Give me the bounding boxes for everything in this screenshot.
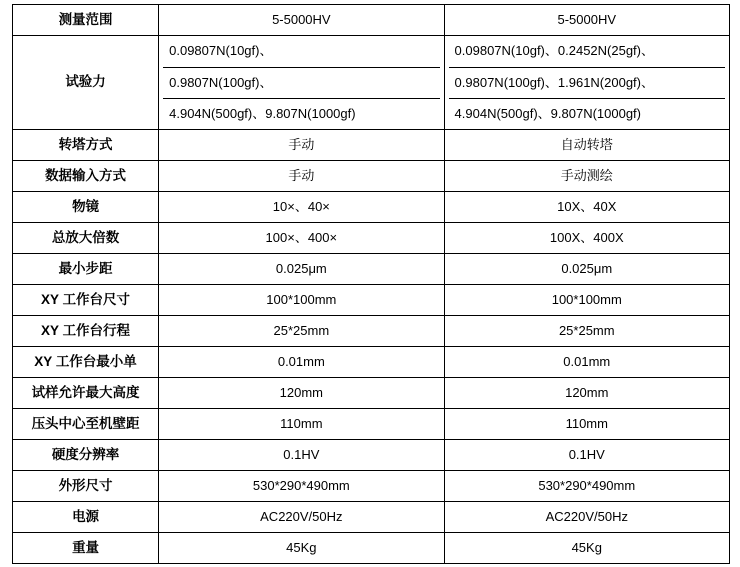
row-value-a: 手动: [159, 161, 444, 192]
row-value-b: 25*25mm: [444, 316, 729, 347]
row-value-b: 45Kg: [444, 533, 729, 564]
row-label: 总放大倍数: [13, 223, 159, 254]
row-value-a: 530*290*490mm: [159, 471, 444, 502]
table-row: [13, 254, 730, 285]
table-row: [13, 347, 730, 378]
row-value-a: 120mm: [159, 378, 444, 409]
table-row: [13, 223, 730, 254]
table-row: [13, 502, 730, 533]
row-value-a: 10×、40×: [159, 192, 444, 223]
row-label: XY 工作台最小单: [13, 347, 159, 378]
row-label: XY 工作台行程: [13, 316, 159, 347]
force-line: 4.904N(500gf)、9.807N(1000gf): [449, 98, 725, 129]
row-value-a: 45Kg: [159, 533, 444, 564]
row-label: 最小步距: [13, 254, 159, 285]
row-label: 数据输入方式: [13, 161, 159, 192]
row-label: 转塔方式: [13, 130, 159, 161]
force-line: 0.9807N(100gf)、: [163, 67, 439, 98]
force-line: 4.904N(500gf)、9.807N(1000gf): [163, 98, 439, 129]
row-value-b: 0.01mm: [444, 347, 729, 378]
force-line: 0.09807N(10gf)、: [169, 43, 273, 59]
row-label: 物镜: [13, 192, 159, 223]
row-label: 外形尺寸: [13, 471, 159, 502]
table-row: [13, 316, 730, 347]
table-row: [13, 440, 730, 471]
row-value-b: [444, 36, 729, 130]
row-value-b: 0.025μm: [444, 254, 729, 285]
table-row: [13, 285, 730, 316]
row-label: 电源: [13, 502, 159, 533]
table-row: [13, 192, 730, 223]
row-value-a: 25*25mm: [159, 316, 444, 347]
row-value-a: 100*100mm: [159, 285, 444, 316]
table-row: [13, 36, 730, 130]
row-value-a: 110mm: [159, 409, 444, 440]
row-value-b: 10X、40X: [444, 192, 729, 223]
table-row: [13, 161, 730, 192]
table-row: [13, 533, 730, 564]
row-value-b: AC220V/50Hz: [444, 502, 729, 533]
row-label: 硬度分辨率: [13, 440, 159, 471]
row-value-b: 100X、400X: [444, 223, 729, 254]
force-line: 0.9807N(100gf)、1.961N(200gf)、: [449, 67, 725, 98]
row-value-a: 0.01mm: [159, 347, 444, 378]
row-label: 压头中心至机壁距: [13, 409, 159, 440]
table-row: [13, 5, 730, 36]
table-row: [13, 130, 730, 161]
table-row: [13, 471, 730, 502]
row-value-a: 0.025μm: [159, 254, 444, 285]
row-value-b: 0.1HV: [444, 440, 729, 471]
row-label: 试验力: [13, 36, 159, 130]
table-row: [13, 378, 730, 409]
row-value-a: 0.1HV: [159, 440, 444, 471]
row-label: XY 工作台尺寸: [13, 285, 159, 316]
row-value-b: 120mm: [444, 378, 729, 409]
specification-table: [12, 4, 730, 564]
row-value-b: 手动测绘: [444, 161, 729, 192]
row-label: 试样允许最大高度: [13, 378, 159, 409]
row-value-a: 手动: [159, 130, 444, 161]
row-value-a: AC220V/50Hz: [159, 502, 444, 533]
row-label: 测量范围: [13, 5, 159, 36]
row-label: 重量: [13, 533, 159, 564]
row-value-b: 100*100mm: [444, 285, 729, 316]
row-value-b: 5-5000HV: [444, 5, 729, 36]
row-value-a: [159, 36, 444, 130]
force-line: 0.09807N(10gf)、0.2452N(25gf)、: [454, 43, 654, 59]
row-value-b: 530*290*490mm: [444, 471, 729, 502]
row-value-a: 100×、400×: [159, 223, 444, 254]
row-value-a: 5-5000HV: [159, 5, 444, 36]
table-row: [13, 409, 730, 440]
row-value-b: 110mm: [444, 409, 729, 440]
row-value-b: 自动转塔: [444, 130, 729, 161]
